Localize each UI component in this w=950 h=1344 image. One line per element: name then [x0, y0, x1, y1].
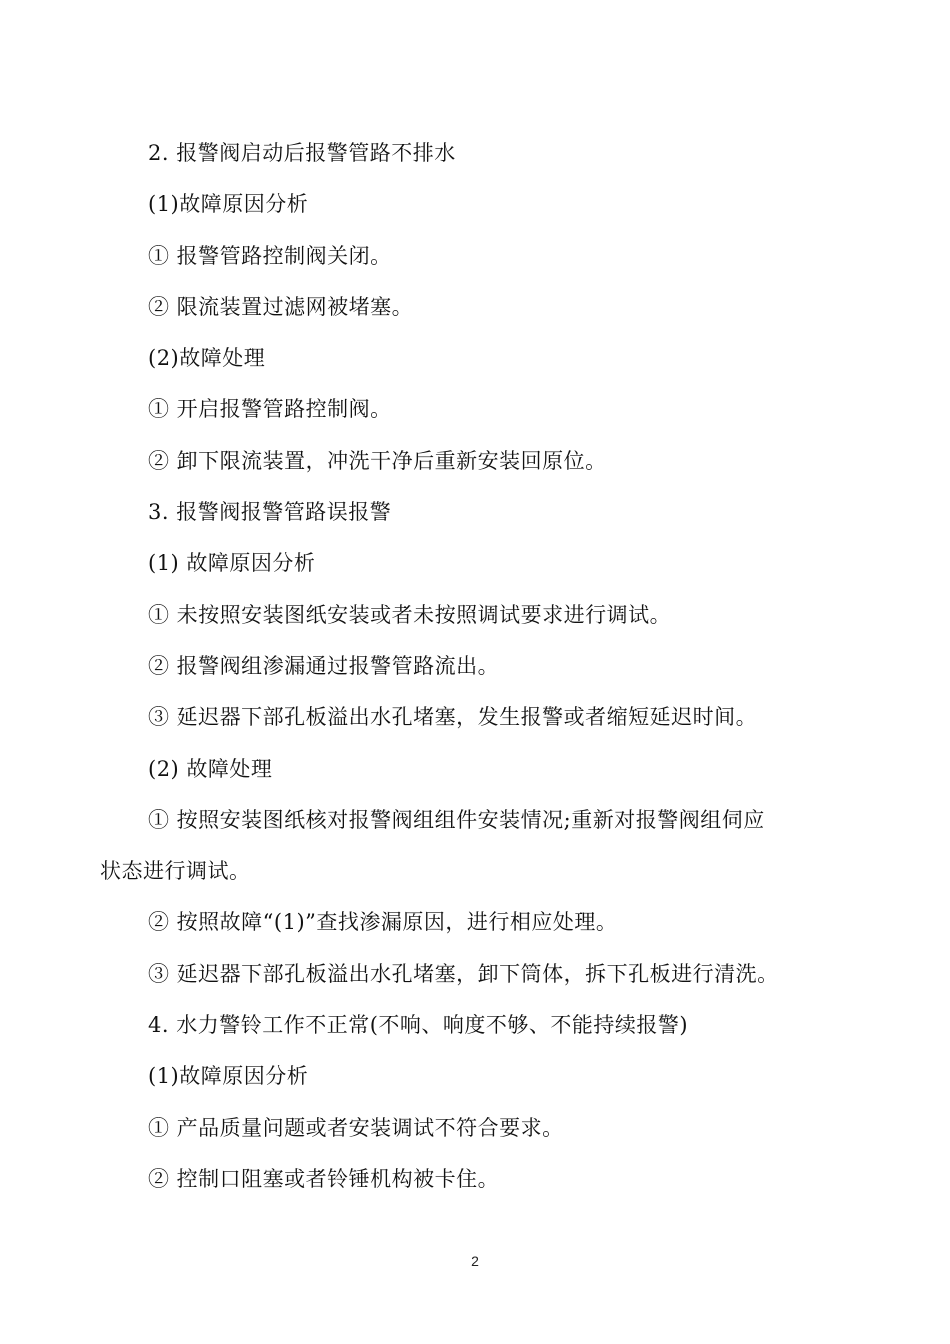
list-item: ② 控制口阻塞或者铃锤机构被卡住。	[148, 1166, 500, 1191]
list-item: ② 按照故障“(1)”查找渗漏原因，进行相应处理。	[148, 910, 618, 935]
list-item: ② 报警阀组渗漏通过报警管路流出。	[148, 653, 500, 678]
list-item: ① 产品质量问题或者安装调试不符合要求。	[148, 1115, 564, 1140]
subheading-fault-handling: (2)故障处理	[148, 346, 266, 371]
subheading-cause-analysis: (1)故障原因分析	[148, 192, 309, 217]
list-item: ② 卸下限流装置，冲洗干净后重新安装回原位。	[148, 448, 607, 473]
list-item: ③ 延迟器下部孔板溢出水孔堵塞，发生报警或者缩短延迟时间。	[148, 705, 758, 730]
list-item: ① 开启报警管路控制阀。	[148, 397, 392, 422]
list-item: ① 按照安装图纸核对报警阀组组件安装情况;重新对报警阀组伺应	[148, 807, 765, 832]
subheading-cause-analysis: (1)故障原因分析	[148, 1064, 309, 1089]
list-item-continuation: 状态进行调试。	[100, 859, 251, 884]
list-item: ③ 延迟器下部孔板溢出水孔堵塞，卸下筒体，拆下孔板进行清洗。	[148, 961, 779, 986]
subheading-fault-handling: (2) 故障处理	[148, 756, 273, 781]
list-item: ① 未按照安装图纸安装或者未按照调试要求进行调试。	[148, 602, 672, 627]
section-heading-3: 3. 报警阀报警管路误报警	[148, 500, 392, 525]
subheading-cause-analysis: (1) 故障原因分析	[148, 551, 316, 576]
list-item: ② 限流装置过滤网被堵塞。	[148, 294, 414, 319]
list-item: ① 报警管路控制阀关闭。	[148, 243, 392, 268]
document-body	[100, 128, 840, 1205]
section-heading-2: 2. 报警阀启动后报警管路不排水	[148, 141, 456, 165]
page-number: 2	[471, 1253, 479, 1269]
section-heading-4: 4. 水力警铃工作不正常(不响、响度不够、不能持续报警)	[148, 1013, 689, 1038]
